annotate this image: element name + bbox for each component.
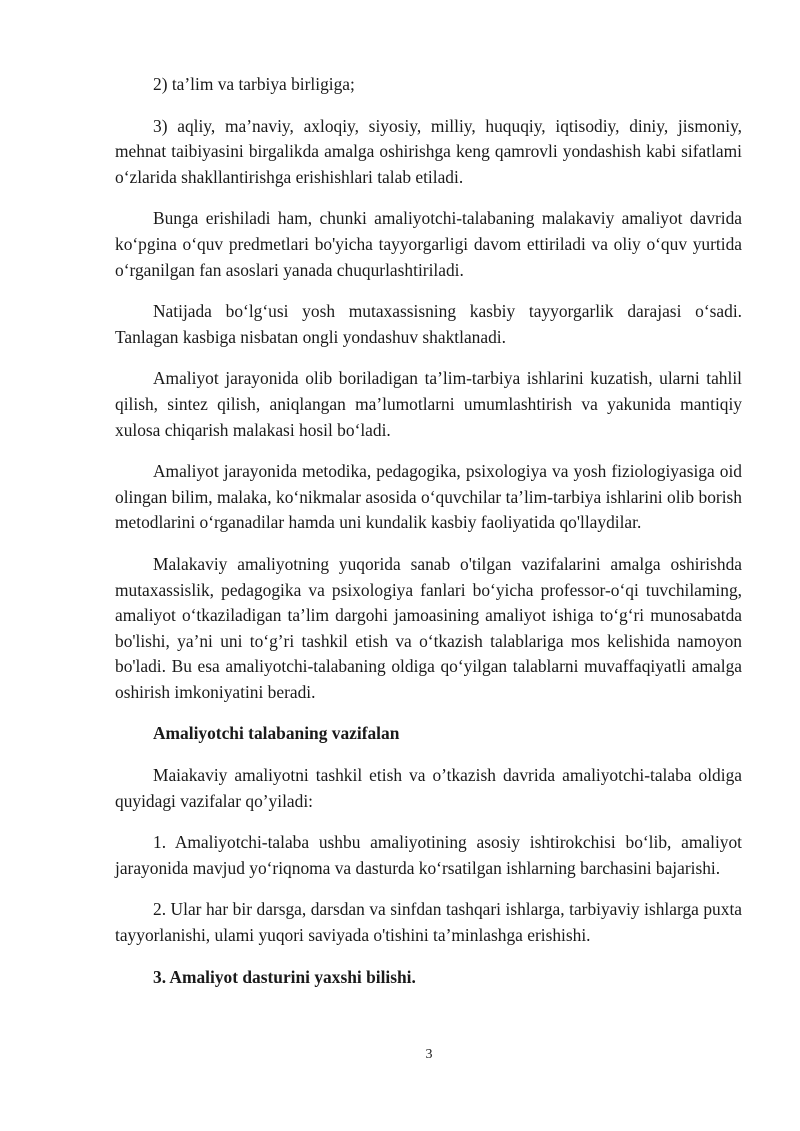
paragraph-3: Bunga erishiladi ham, chunki amaliyotchi-talabaning malakaviy amaliyot davrida ko‘pgina o‘quv predmetlari bo'yicha tayyorgarligi davom ettiriladi va oliy o‘quv yurtida o‘rganilgan fan asoslari yanada chuqurlashtiriladi. — [115, 208, 742, 280]
page-number: 3 — [425, 1047, 433, 1062]
paragraph-4: Natijada bo‘lg‘usi yosh mutaxassisning kasbiy tayyorgarlik darajasi o‘sadi. Tanlagan kasbiga nisbatan ongli yondashuv shaktlanadi. — [115, 301, 742, 347]
list-item-1: 1. Amaliyotchi-talaba ushbu amaliyotining asosiy ishtirokchisi bo‘lib, amaliyot jarayonida mavjud yo‘riqnoma va dasturda ko‘rsatilgan ishlarning barchasini bajarishi. — [115, 832, 742, 878]
document-page — [115, 72, 742, 1006]
list-item-2: 2. Ular har bir darsga, darsdan va sinfdan tashqari ishlarga, tarbiyaviy ishlarga puxta tayyorlanishi, ulami yuqori saviyada o'tishini ta’minlashga erishishi. — [115, 899, 742, 946]
paragraph-6: Amaliyot jarayonida metodika, pedagogika, psixologiya va yosh fiziologiyasiga oid olingan bilim, malaka, ko‘nikmalar asosida o‘quvchilar ta’lim-tarbiya ishlarini olib borish metodlarini o‘rganadilar hamda uni kundalik kasbiy faoliyatida qo'llaydilar. — [115, 461, 742, 533]
paragraph-5: Amaliyot jarayonida olib boriladigan ta’lim-tarbiya ishlarini kuzatish, ularni tahlil qilish, sintez qilish, aniqlangan ma’lumotlarni umumlashtirish va yakunida mantiqiy xulosa chiqarish malakasi hosil bo‘ladi. — [115, 368, 742, 440]
paragraph-1: 2) ta’lim va tarbiya birligiga; — [153, 74, 355, 94]
list-item-3: 3. Amaliyot dasturini yaxshi bilishi. — [153, 966, 416, 987]
paragraph-2: 3) aqliy, ma’naviy, axloqiy, siyosiy, milliy, huquqiy, iqtisodiy, diniy, jismoniy, mehnat taibiyasini birgalikda amalga oshirishga keng qamrovli yondashish kabi sifatlami o‘zlarida shakllantirishga erishishlari talab etiladi. — [115, 115, 742, 187]
section-heading: Amaliyotchi talabaning vazifalan — [153, 723, 400, 744]
paragraph-8: Maiakaviy amaliyotni tashkil etish va o’tkazish davrida amaliyotchi-talaba oldiga quyidagi vazifalar qo’yiladi: — [115, 765, 742, 811]
paragraph-7: Malakaviy amaliyotning yuqorida sanab o'tilgan vazifalarini amalga oshirishda mutaxassislik, pedagogika va psixologiya fanlari bo‘yicha professor-o‘qi tuvchilaming, amaliyot o‘tkaziladigan ta’lim dargohi jamoasining amaliyot ishiga to‘g‘ri munosabatda bo'lishi, ya’ni uni to‘g’ri tashkil etish va o‘tkazish talablariga mos kelishida namoyon bo'ladi. Bu esa amaliyotchi-talabaning oldiga qo‘yilgan talablarni muvaffaqiyatli amalga oshirish imkoniyatini beradi. — [115, 553, 742, 702]
